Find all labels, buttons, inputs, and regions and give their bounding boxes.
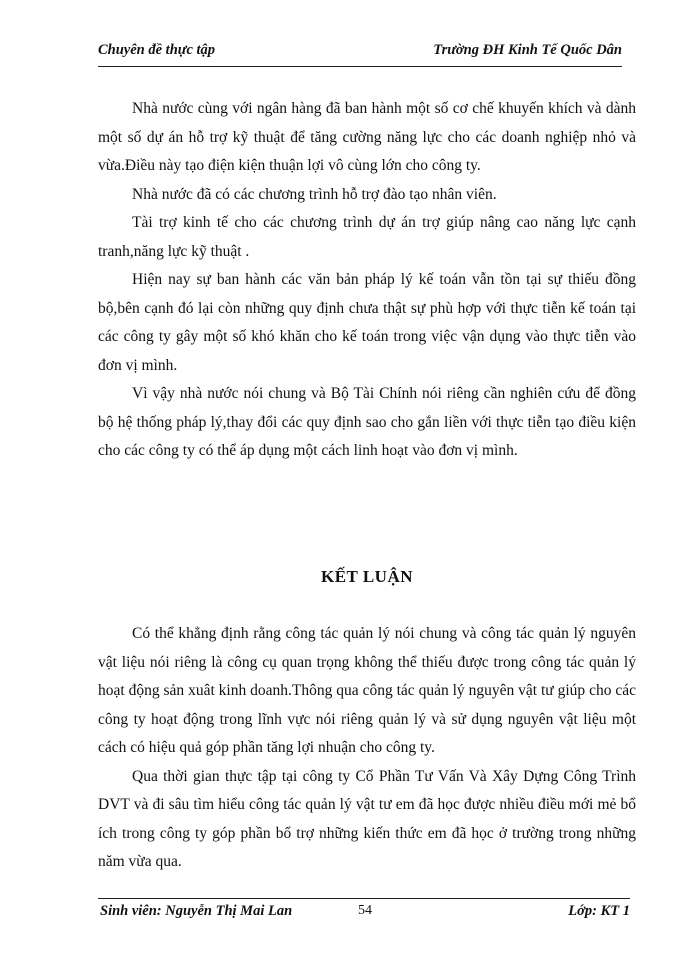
page-number: 54 [358, 903, 372, 918]
section-heading: KẾT LUẬN [320, 567, 413, 586]
footer-student-name: Sinh viên: Nguyễn Thị Mai Lan [100, 903, 293, 919]
header-left-title: Chuyên đề thực tập [98, 42, 216, 58]
header-right-title: Trường ĐH Kinh Tế Quốc Dân [433, 42, 622, 58]
paragraph: Vì vậy nhà nước nói chung và Bộ Tài Chính nói riêng cần nghiên cứu để đồng bộ hệ thống pháp lý,thay đổi các quy định sao cho gắn liền với thực tiễn tạo điều kiện cho các công ty có thể áp dụng một cách linh hoạt vào đơn vị mình. [98, 385, 636, 459]
paragraph: Tài trợ kinh tế cho các chương trình dự án trợ giúp nâng cao năng lực cạnh tranh,năng lực kỹ thuật . [98, 214, 636, 260]
paragraph: Nhà nước đã có các chương trình hỗ trợ đào tạo nhân viên. [132, 185, 497, 203]
paragraph: Có thể khẳng định rằng công tác quản lý nói chung và công tác quản lý nguyên vật liệu nói riêng là công cụ quan trọng không thể thiếu được trong công tác quản lý hoạt động sản xuât kinh doanh.Thông qua công tác quản lý nguyên vật tư giúp cho các công ty hoạt động trong lĩnh vực nói riêng quản lý và sử dụng nguyên vật liệu một cách có hiệu quả góp phần tăng lợi nhuận cho công ty. [98, 625, 636, 756]
page-footer [98, 898, 630, 929]
paragraph: Hiện nay sự ban hành các văn bản pháp lý kế toán vẫn tồn tại sự thiếu đồng bộ,bên cạnh đó lại còn những quy định chưa thật sự phù hợp với thực tiễn kế toán tại các công ty gây một số khó khăn cho kế toán trong việc vận dụng vào thực tiễn vào đơn vị mình. [98, 271, 636, 374]
body-section-top [98, 95, 636, 466]
body-section-bottom [98, 620, 636, 877]
paragraph: Qua thời gian thực tập tại công ty Cổ Phần Tư Vấn Và Xây Dựng Công Trình DVT và đi sâu tìm hiểu công tác quản lý vật tư em đã học được nhiều điều mới mẻ bổ ích trong công ty góp phần bổ trợ những kiến thức em đã học ở trường trong những năm vừa qua. [98, 767, 636, 870]
page-header [98, 40, 622, 67]
footer-class: Lớp: KT 1 [568, 903, 630, 919]
paragraph: Nhà nước cùng với ngân hàng đã ban hành một số cơ chế khuyến khích và dành một số dự án hỗ trợ kỹ thuật để tăng cường năng lực cho các doanh nghiệp nhỏ và vừa.Điều này tạo điện kiện thuận lợi vô cùng lớn cho công ty. [98, 100, 636, 174]
